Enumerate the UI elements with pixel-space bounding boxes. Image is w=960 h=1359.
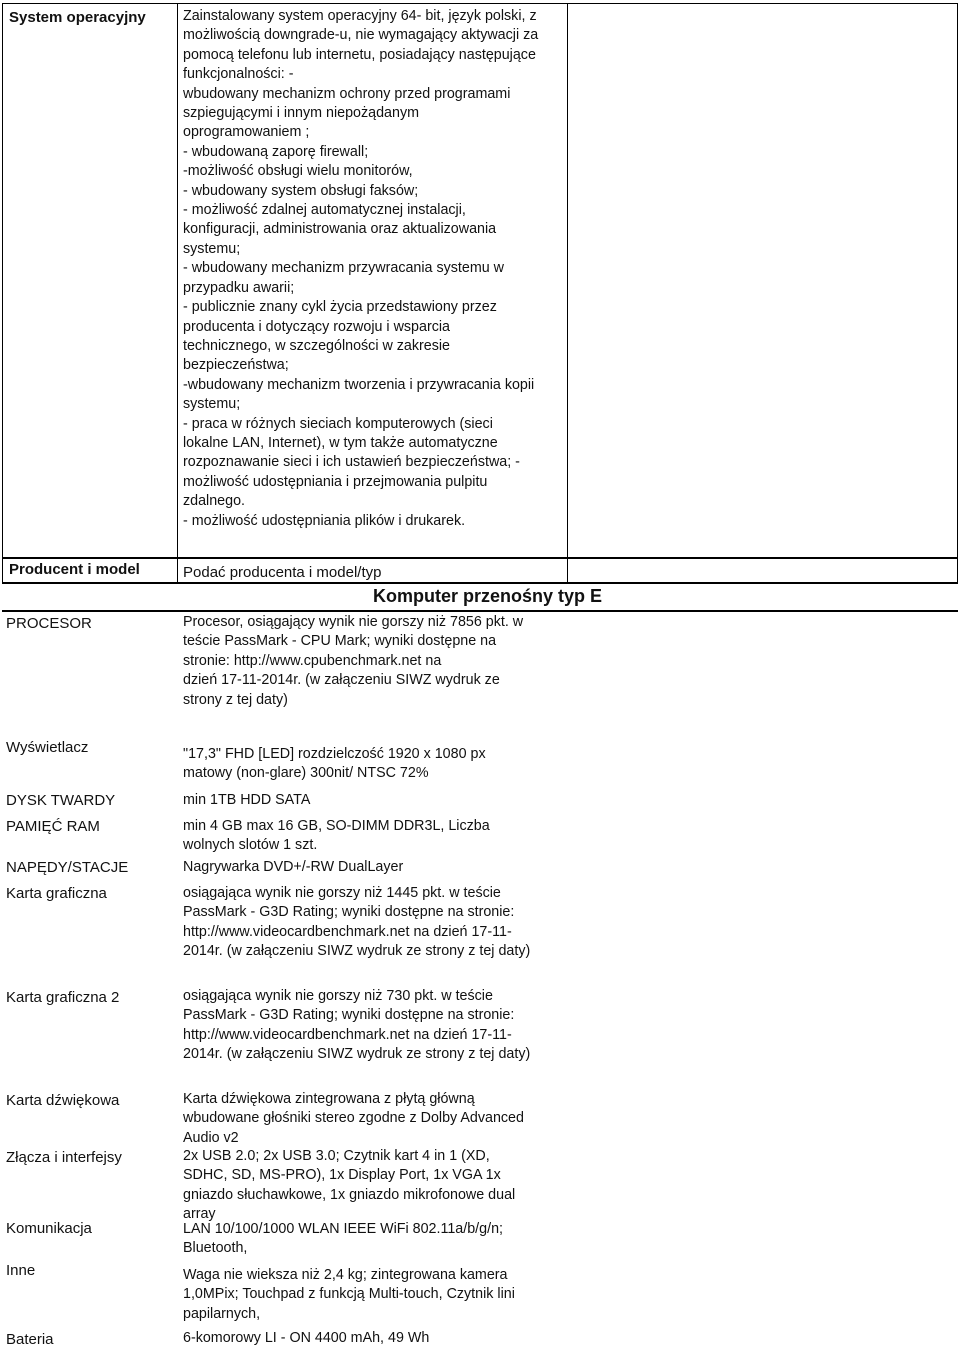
- drives-value: Nagrywarka DVD+/-RW DualLayer: [183, 859, 404, 875]
- cpu-value: Procesor, osiągający wynik nie gorszy niż 7856 pkt. w teście PassMark - CPU Mark; wyniki dostępne na stronie: http://www.cpubenchmark.net na dzień 17-11-2014r. (w załączeniu SIWZ wydruk ze strony z tej daty): [183, 614, 524, 708]
- row-os: [0, 3, 960, 558]
- product-banner: [2, 582, 958, 612]
- ports-value: 2x USB 2.0; 2x USB 3.0; Czytnik kart 4 in 1 (XD, SDHC, SD, MS-PRO), 1x Display Port, 1x VGA 1x gniazdo słuchawkowe, 1x gniazdo mikrofonowe dual array: [183, 1148, 516, 1223]
- battery-value: 6-komorowy LI - ON 4400 mAh, 49 Wh: [183, 1330, 430, 1346]
- battery-label: Bateria: [6, 1331, 54, 1348]
- ram-value: min 4 GB max 16 GB, SO-DIMM DDR3L, Liczba wolnych slotów 1 szt.: [183, 818, 490, 854]
- value-cell: [178, 558, 568, 584]
- display-label: Wyświetlacz: [6, 739, 89, 756]
- display-value: "17,3" FHD [LED] rozdzielczość 1920 x 1080 px matowy (non-glare) 300nit/ NTSC 72%: [183, 746, 486, 782]
- other-label: Inne: [6, 1262, 36, 1279]
- os-value: Zainstalowany system operacyjny 64- bit, język polski, z możliwością downgrade-u, nie wymagający aktywacji za pomocą telefonu lub internetu, posiadający następujące funkcjonalności: - wbudowany mechanizm ochrony przed programami szpiegującymi i innym niepożądanym oprogramowaniem ; - wbudowaną zaporę firewall; -możliwość obsługi wielu monitorów, - wbudowany system obsługi faksów; - możliwość zdalnej automatycznej instalacji, konfiguracji, administrowania oraz aktualizowania systemu; - wbudowany mechanizm przywracania systemu w przypadku awarii; - publicznie znany cykl życia przedstawiony przez producenta i dotyczący rozwoju i wsparcia technicznego, w szczególności w zakresie bezpieczeństwa; -wbudowany mechanizm tworzenia i przywracania kopii systemu; - praca w różnych sieciach komputerowych (sieci lokalne LAN, Internet), w tym także automatyczne rozpoznawanie sieci i ich ustawień bezpieczeństwa; - możliwość udostępniania i przejmowania pulpitu zdalnego. - możliwość udostępniania plików i drukarek.: [183, 8, 539, 529]
- sound-value: Karta dźwiękowa zintegrowana z płytą główną wbudowane głośniki stereo zgodne z Dolby Advanced Audio v2: [183, 1091, 524, 1146]
- other-value: Waga nie wieksza niż 2,4 kg; zintegrowana kamera 1,0MPix; Touchpad z funkcją Multi-touch, Czytnik lini papilarnych,: [183, 1267, 515, 1322]
- os-label: System operacyjny: [9, 9, 146, 26]
- label-cell: [2, 558, 178, 584]
- gpu2-value: osiągająca wynik nie gorszy niż 730 pkt. w teście PassMark - G3D Rating; wyniki dostępne na stronie: http://www.videocardbenchmark.net na dzień 17-11- 2014r. (w załączeniu SIWZ wydruk ze strony z tej daty): [183, 988, 531, 1063]
- gpu-value: osiągająca wynik nie gorszy niż 1445 pkt. w teście PassMark - G3D Rating; wyniki dostępne na stronie: http://www.videocardbenchmark.net na dzień 17-11- 2014r. (w załączeniu SIWZ wydruk ze strony z tej daty): [183, 885, 531, 960]
- label-cell: [2, 3, 178, 558]
- cpu-label: PROCESOR: [6, 615, 92, 632]
- ram-label: PAMIĘĆ RAM: [6, 818, 100, 835]
- comm-value: LAN 10/100/1000 WLAN IEEE WiFi 802.11a/b/g/n; Bluetooth,: [183, 1221, 504, 1257]
- producer-label: Producent i model: [9, 561, 140, 578]
- value-cell: [178, 3, 568, 558]
- ports-label: Złącza i interfejsy: [6, 1149, 122, 1166]
- answer-cell: [568, 558, 958, 584]
- banner-title: Komputer przenośny typ E: [372, 586, 602, 606]
- hdd-label: DYSK TWARDY: [6, 792, 116, 809]
- hdd-value: min 1TB HDD SATA: [183, 792, 311, 808]
- comm-label: Komunikacja: [6, 1220, 92, 1237]
- producer-value: Podać producenta i model/typ: [183, 564, 382, 581]
- gpu-label: Karta graficzna: [6, 885, 107, 902]
- drives-label: NAPĘDY/STACJE: [6, 859, 129, 876]
- row-producer: [0, 558, 960, 584]
- answer-cell: [568, 3, 958, 558]
- sound-label: Karta dźwiękowa: [6, 1092, 120, 1109]
- gpu2-label: Karta graficzna 2: [6, 989, 120, 1006]
